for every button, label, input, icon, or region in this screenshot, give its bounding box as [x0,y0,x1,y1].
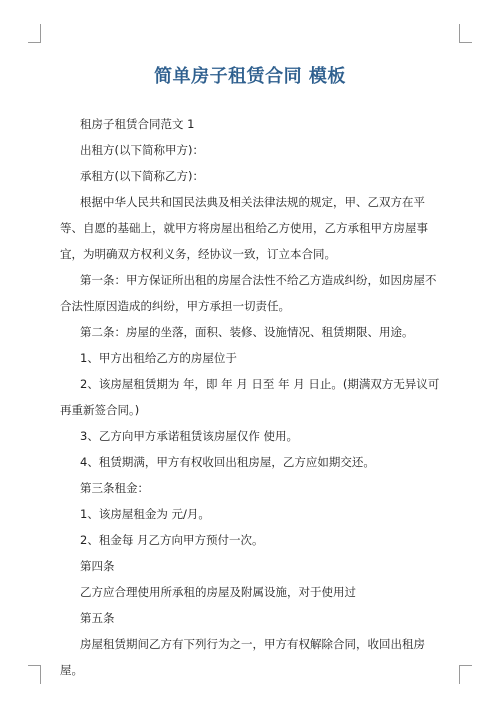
paragraph-article-1: 第一条：甲方保证所出租的房屋合法性不给乙方造成纠纷，如因房屋不合法性原因造成的纠纷，甲方承担一切责任。 [60,273,437,313]
paragraph-lessor: 出租方(以下简称甲方)： [80,143,204,157]
paragraph-item: 1、该房屋租金为 元/月。 [80,507,210,521]
document-title: 简单房子租赁合同 模板 [154,66,346,87]
paragraph-item: 2、该房屋租赁期为 年，即 年 月 日至 年 月 日止。(期满双方无异议可再重新签合同。) [60,377,440,417]
document-body [60,111,440,683]
paragraph-item: 1、甲方出租给乙方的房屋位于 [80,351,237,365]
paragraph-preamble: 根据中华人民共和国民法典及相关法律法规的规定，甲、乙双方在平等、自愿的基础上，就甲方将房屋出租给乙方使用，乙方承租甲方房屋事宜，为明确双方权利义务，经协议一致，订立本合同。 [60,195,428,261]
paragraph-article-3: 第三条租金： [80,481,149,495]
paragraph-item: 4、租赁期满，甲方有权收回出租房屋，乙方应如期交还。 [80,455,375,469]
crop-mark-bottom-right [459,665,472,684]
paragraph-lessee: 承租方(以下简称乙方)： [80,169,204,183]
paragraph-article-4: 第四条 [80,559,115,573]
crop-mark-bottom-left [28,665,41,684]
crop-mark-top-left [28,24,41,43]
paragraph-item: 2、租金每 月乙方向甲方预付一次。 [80,533,264,547]
paragraph-text: 房屋租赁期间乙方有下列行为之一，甲方有权解除合同，收回出租房屋。 [60,637,425,677]
crop-mark-top-right [459,24,472,43]
paragraph-heading: 租房子租赁合同范文 1 [80,117,195,131]
paragraph-item: 3、乙方向甲方承诺租赁该房屋仅作 使用。 [80,429,298,443]
paragraph-article-5: 第五条 [80,611,115,625]
paragraph-article-2: 第二条：房屋的坐落，面积、装修、设施情况、租赁期限、用途。 [80,325,414,339]
paragraph-text: 乙方应合理使用所承租的房屋及附属设施，对于使用过 [80,585,356,599]
